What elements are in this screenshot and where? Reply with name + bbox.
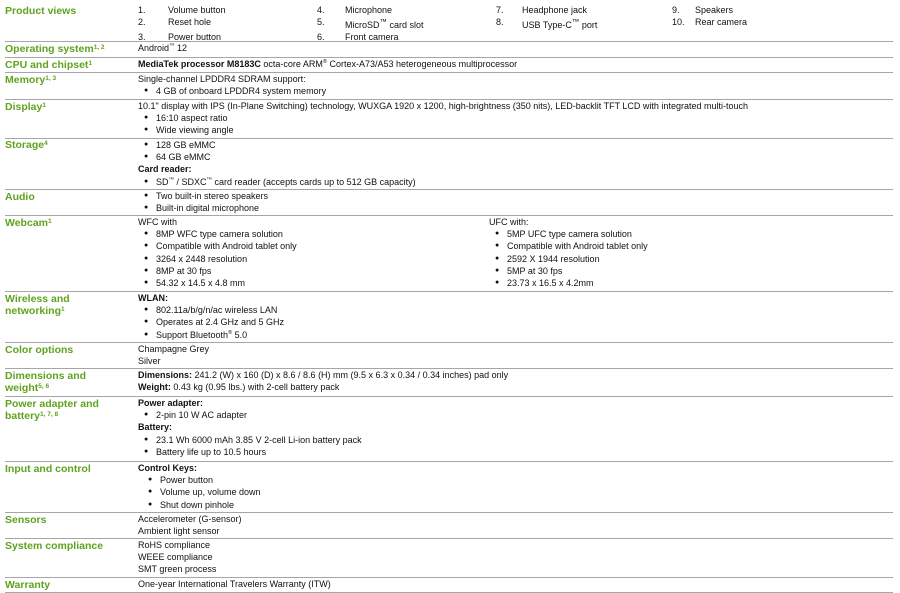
pv-text: Speakers [695,5,734,15]
pv-text: Rear camera [695,17,748,28]
value-cpu: MediaTek processor M8183C octa-core ARM® Cortex-A73/A53 heterogeneous multiprocessor [138,59,518,69]
label-color-options: Color options [5,343,74,356]
bullet-item: ● Wide viewing angle [138,124,893,136]
row-system-compliance [5,539,893,578]
row-warranty [5,578,893,593]
bullet-item: ● 23.73 x 16.5 x 4.2mm [489,277,648,289]
row-wireless [5,292,893,343]
row-memory [5,73,893,100]
bullet-item: ● Support Bluetooth® 5.0 [138,329,893,341]
bullet-item: ● SD™ / SDXC™ card reader (accepts cards up to 512 GB capacity) [138,176,893,188]
pv-text: Reset hole [168,17,212,28]
value-wireless: WLAN: ● 802.11a/b/g/n/ac wireless LAN ● Operates at 2.4 GHz and 5 GHz ● Support Bluetooth® 5.0 [136,292,893,342]
row-dimensions [5,369,893,397]
row-cpu [5,58,893,73]
value-power: Power adapter: ● 2-pin 10 W AC adapter Battery: ● 23.1 Wh 6000 mAh 3.85 V 2-cell Li-ion battery pack ● Battery life up to 10.5 hours [136,397,893,461]
pv-text: MicroSD™ card slot [345,17,424,31]
pv-text: Microphone [345,5,393,15]
bullet-item: ● 5MP UFC type camera solution [489,228,648,240]
bullet-item: ● Compatible with Android tablet only [138,240,489,252]
label-operating-system: Operating system$^{1, 2}$ [5,42,105,55]
value-sensors: Accelerometer (G-sensor) Ambient light sensor [138,514,242,537]
label-input-control: Input and control [5,462,91,475]
row-input-control [5,462,893,513]
bullet-item: ● 5MP at 30 fps [489,265,648,277]
label-storage: Storage$^4$ [5,139,48,151]
pv-num: 7. [496,5,504,15]
pv-num: 5. [317,17,325,28]
pv-num: 2. [138,17,146,28]
label-product-views: Product views [5,4,77,17]
bullet-item: ● 8MP at 30 fps [138,265,489,277]
bullet-item: ● Battery life up to 10.5 hours [138,446,893,458]
bullet-item: ● 8MP WFC type camera solution [138,228,489,240]
bullet-item: ● Compatible with Android tablet only [489,240,648,252]
pv-text: Headphone jack [522,5,588,15]
value-input-control: Control Keys: ● Power button ● Volume up, volume down ● Shut down pinhole [136,462,893,512]
label-memory: Memory$^{1, 3}$ [5,73,57,86]
bullet-item: ● 54.32 x 14.5 x 4.8 mm [138,277,489,289]
bullet-item: ● Volume up, volume down [138,486,893,498]
bullet-item: ● 23.1 Wh 6000 mAh 3.85 V 2-cell Li-ion battery pack [138,434,893,446]
ufc-column: UFC with: ● 5MP UFC type camera solution ● Compatible with Android tablet only ● 2592 X 1944 resolution ● 5MP at 30 fps ● 23.73 x 16.5 x 4.2mm [489,216,648,291]
label-warranty: Warranty [5,578,51,591]
row-color-options [5,343,893,369]
pv-num: 1. [138,5,146,15]
bullet-item: ● Power button [138,474,893,486]
label-display: Display$^1$ [5,100,46,113]
label-webcam: Webcam$^1$ [5,216,52,229]
row-power [5,397,893,462]
value-dimensions: Dimensions: 241.2 (W) x 160 (D) x 8.6 / 8.6 (H) mm (9.5 x 6.3 x 0.34 / 0.34 inches) pad only Weight: 0.43 kg (0.95 lbs.) with 2-cell battery pack [138,370,509,393]
label-sensors: Sensors [5,513,47,526]
value-color-options: Champagne Grey Silver [138,344,210,367]
bullet-item: ● Operates at 2.4 GHz and 5 GHz [138,316,893,328]
product-views-list [136,4,795,41]
pv-text: Volume button [168,5,226,15]
value-operating-system: Android™ 12 [138,43,188,53]
value-display: 10.1" display with IPS (In-Plane Switching) technology, WUXGA 1920 x 1200, high-brightness (350 nits), LED-backlit TFT LCD with integrated multi-touch ● 16:10 aspect ratio ● Wide viewing angle [136,100,893,138]
row-product-views [5,4,893,42]
bullet-item: ● 64 GB eMMC [138,151,893,163]
bullet-item: ● Built-in digital microphone [138,202,893,214]
pv-num: 10. [672,17,685,28]
label-wireless: Wireless and networking$^1$ [5,292,70,317]
pv-num: 3. [138,32,146,43]
row-storage [5,139,893,190]
pv-num: 4. [317,5,325,15]
pv-text: USB Type-C™ port [522,17,598,31]
bullet-item: ● 3264 x 2448 resolution [138,253,489,265]
row-operating-system [5,42,893,58]
bullet-item: ● Shut down pinhole [138,499,893,511]
pv-num: 8. [496,17,504,28]
label-system-compliance: System compliance [5,539,104,552]
row-webcam [5,216,893,292]
pv-text: Front camera [345,32,399,43]
label-dimensions: Dimensions and weight$^{5, 6}$ [5,369,87,394]
wfc-column: WFC with ● 8MP WFC type camera solution ● Compatible with Android tablet only ● 3264 x 2448 resolution ● 8MP at 30 fps ● 54.32 x 14.5 x 4.8 mm [138,216,489,291]
row-audio [5,190,893,216]
value-storage: ● 128 GB eMMC ● 64 GB eMMC Card reader: ● SD™ / SDXC™ card reader (accepts cards up to 512 GB capacity) [136,139,893,189]
row-sensors [5,513,893,539]
value-system-compliance: RoHS compliance WEEE compliance SMT green process [138,540,217,575]
label-audio: Audio [5,190,35,203]
value-audio [136,190,893,215]
pv-num: 9. [672,5,680,15]
row-display [5,100,893,139]
pv-num: 6. [317,32,325,43]
spec-sheet [5,4,893,593]
bullet-item: ● 4 GB of onboard LPDDR4 system memory [138,85,893,97]
bullet-item: ● 16:10 aspect ratio [138,112,893,124]
bullet-item: ● 802.11a/b/g/n/ac wireless LAN [138,304,893,316]
bullet-item: ● Two built-in stereo speakers [138,190,893,202]
value-memory: Single-channel LPDDR4 SDRAM support: ● 4 GB of onboard LPDDR4 system memory [136,73,893,99]
bullet-item: ● 128 GB eMMC [138,139,893,151]
label-cpu: CPU and chipset$^1$ [5,58,93,71]
bullet-item: ● 2592 X 1944 resolution [489,253,648,265]
bullet-item: ● 2-pin 10 W AC adapter [138,409,893,421]
value-warranty: One-year International Travelers Warranty (ITW) [138,579,331,589]
pv-text: Power button [168,32,222,43]
label-power: Power adapter and battery$^{1, 7, 8}$ [5,397,99,422]
value-webcam [136,216,893,291]
